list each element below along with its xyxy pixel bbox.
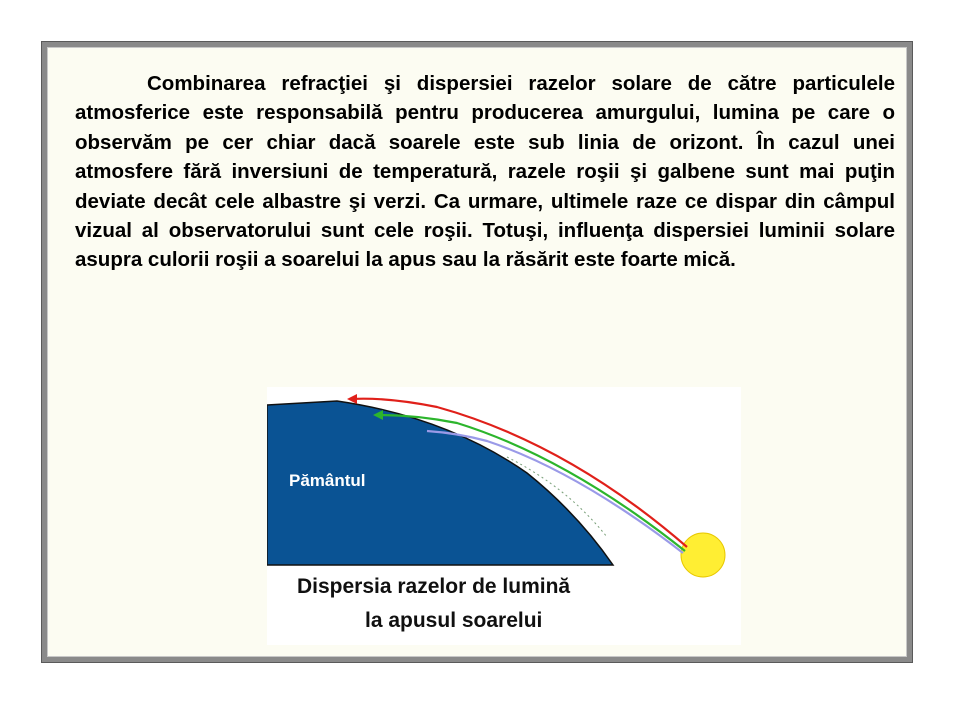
dispersion-diagram <box>267 387 741 645</box>
earth-label: Pământul <box>289 471 366 490</box>
figure-caption-line1: Dispersia razelor de lumină <box>297 575 571 598</box>
sun-icon <box>681 533 725 577</box>
body-paragraph: Combinarea refracţiei şi dispersiei razelor solare de către particulele atmosferice este responsabilă pentru producerea amurgului, lumina pe care o observăm pe cer chiar dacă soarele este sub linia de orizont. În cazul unei atmosfere fără inversiuni de temperatură, razele roşii şi galbene sunt mai puţin deviate decât cele albastre şi verzi. Ca urmare, ultimele raze ce dispar din câmpul vizual al observatorului sunt cele roşii. Totuşi, influenţa dispersiei luminii solare asupra culorii roşii a soarelui la apus sau la răsărit este foarte mică. <box>75 72 895 272</box>
figure-caption-line2: la apusul soarelui <box>365 609 543 632</box>
slide-frame <box>42 42 912 662</box>
dispersion-figure <box>267 387 741 645</box>
